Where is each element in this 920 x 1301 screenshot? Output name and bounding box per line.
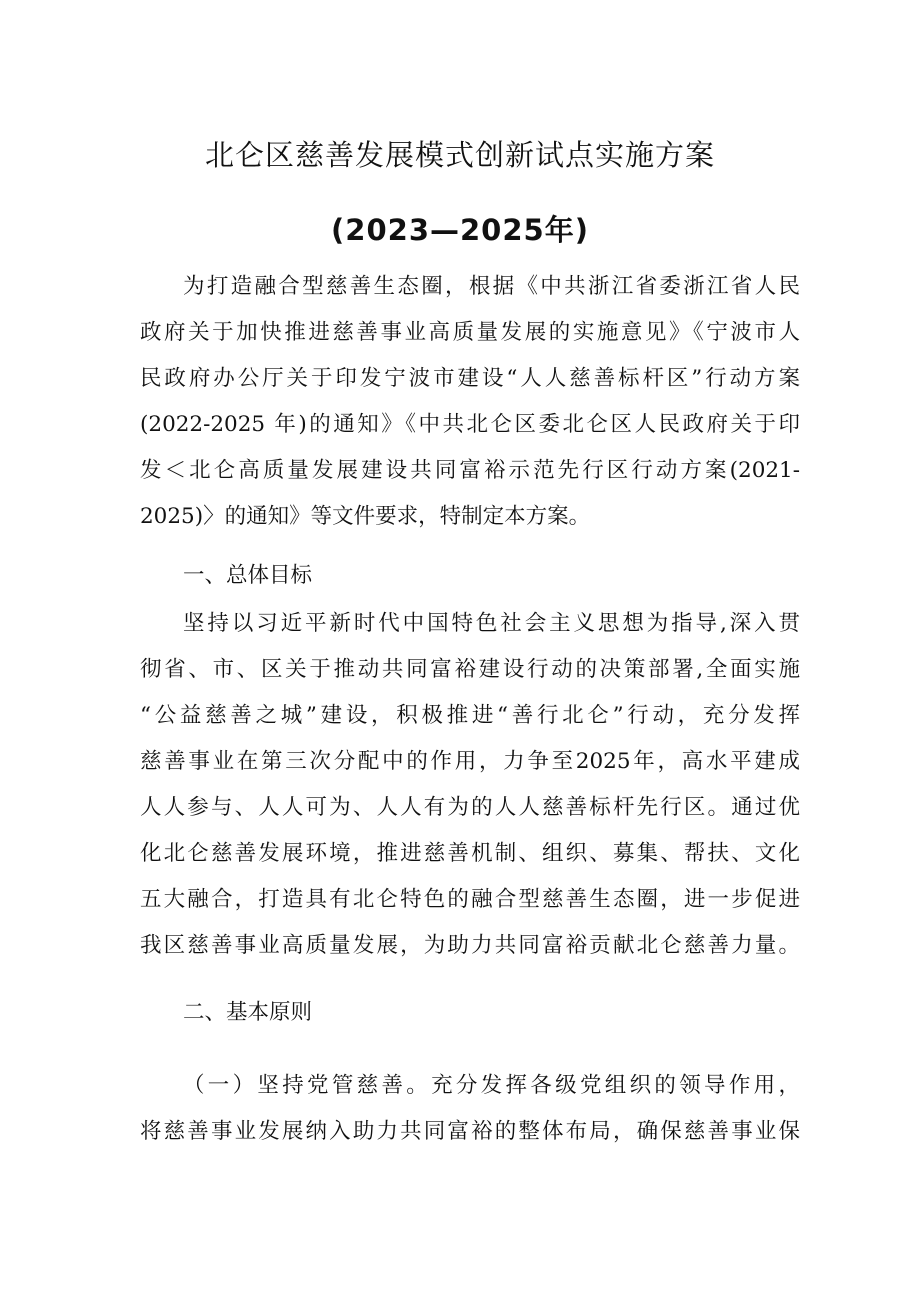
paragraph-line: 彻省、市、区关于推动共同富裕建设行动的决策部署,全面实施 (140, 657, 800, 682)
section-heading-text: 一、总体目标 (183, 563, 313, 588)
basic-principles-paragraph (140, 1063, 800, 1155)
document-title: 北仑区慈善发展模式创新试点实施方案 (204, 138, 715, 172)
paragraph-line: 人人参与、人人可为、人人有为的人人慈善标杆先行区。通过优 (140, 795, 800, 820)
section-heading-basic-principles (140, 990, 800, 1036)
paragraph-line: 坚持以习近平新时代中国特色社会主义思想为指导,深入贯 (183, 611, 800, 636)
section-heading-overall-goals (140, 553, 800, 599)
paragraph-line: （一）坚持党管慈善。充分发挥各级党组织的领导作用， (183, 1073, 800, 1098)
paragraph-line: 将慈善事业发展纳入助力共同富裕的整体布局，确保慈善事业保 (140, 1119, 800, 1144)
paragraph-line: 政府关于加快推进慈善事业高质量发展的实施意见》《宁波市人 (140, 320, 800, 345)
paragraph-line: (2022-2025 年)的通知》《中共北仑区委北仑区人民政府关于印 (140, 412, 800, 437)
paragraph-line: 发＜北仑高质量发展建设共同富裕示范先行区行动方案(2021- (140, 458, 800, 483)
section-heading-text: 二、基本原则 (183, 1000, 313, 1025)
paragraph-line: 2025)〉的通知》等文件要求，特制定本方案。 (140, 504, 591, 529)
paragraph-line: 五大融合，打造具有北仑特色的融合型慈善生态圈，进一步促进 (140, 887, 800, 912)
paragraph-line: 民政府办公厅关于印发宁波市建设“人人慈善标杆区”行动方案 (140, 366, 800, 391)
paragraph-line: “公益慈善之城”建设，积极推进“善行北仑”行动，充分发挥 (140, 703, 800, 728)
document-subtitle-years: (2023—2025年) (331, 213, 589, 247)
intro-paragraph (140, 264, 800, 540)
paragraph-line: 我区慈善事业高质量发展，为助力共同富裕贡献北仑慈善力量。 (140, 933, 800, 958)
overall-goals-paragraph (140, 601, 800, 969)
paragraph-line: 为打造融合型慈善生态圈，根据《中共浙江省委浙江省人民 (183, 274, 800, 299)
paragraph-line: 慈善事业在第三次分配中的作用，力争至2025年，高水平建成 (140, 749, 800, 774)
paragraph-line: 化北仑慈善发展环境，推进慈善机制、组织、募集、帮扶、文化 (140, 841, 800, 866)
